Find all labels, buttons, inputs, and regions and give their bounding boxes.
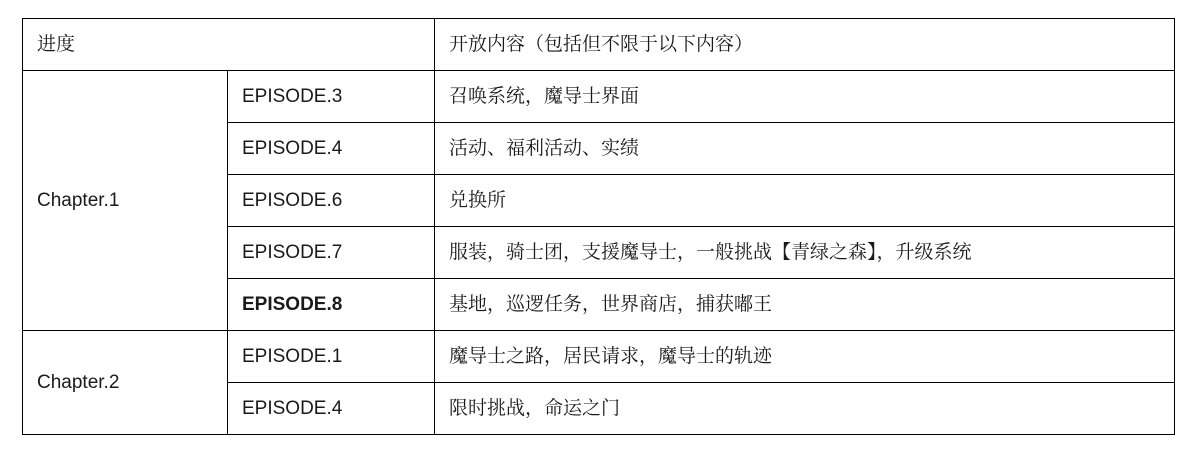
episode-label: EPISODE.4 bbox=[228, 383, 435, 435]
episode-label: EPISODE.7 bbox=[228, 227, 435, 279]
episode-label: EPISODE.4 bbox=[228, 123, 435, 175]
header-content: 开放内容（包括但不限于以下内容） bbox=[435, 19, 1175, 71]
episode-content: 兑换所 bbox=[435, 175, 1175, 227]
episode-content: 召唤系统，魔导士界面 bbox=[435, 71, 1175, 123]
episode-content: 基地，巡逻任务，世界商店，捕获嘟王 bbox=[435, 279, 1175, 331]
episode-content: 活动、福利活动、实绩 bbox=[435, 123, 1175, 175]
episode-content: 限时挑战，命运之门 bbox=[435, 383, 1175, 435]
episode-label: EPISODE.1 bbox=[228, 331, 435, 383]
header-progress: 进度 bbox=[23, 19, 435, 71]
table-row bbox=[23, 71, 1175, 123]
episode-label: EPISODE.6 bbox=[228, 175, 435, 227]
episode-label: EPISODE.3 bbox=[228, 71, 435, 123]
episode-content: 服装，骑士团，支援魔导士，一般挑战【青绿之森】，升级系统 bbox=[435, 227, 1175, 279]
episode-label: EPISODE.8 bbox=[228, 279, 435, 331]
chapter-label: Chapter.1 bbox=[23, 71, 228, 331]
episode-content: 魔导士之路，居民请求，魔导士的轨迹 bbox=[435, 331, 1175, 383]
table-row bbox=[23, 331, 1175, 383]
chapter-label: Chapter.2 bbox=[23, 331, 228, 435]
progress-table bbox=[22, 18, 1175, 435]
table-header-row bbox=[23, 19, 1175, 71]
